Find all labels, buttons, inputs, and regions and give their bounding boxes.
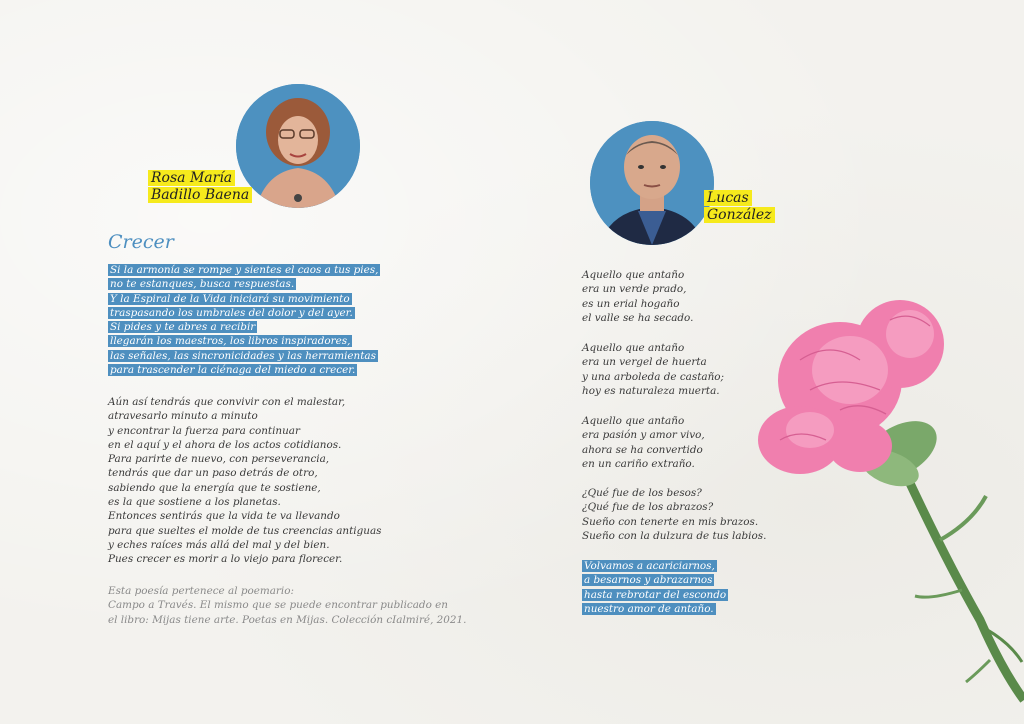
poem-stanza-4: ¿Qué fue de los besos? ¿Qué fue de los abrazos? Sueño con tenerte en mis brazos. Sueño con la dulzura de tus labios. bbox=[582, 487, 767, 542]
source-note: Esta poesía pertenece al poemario: Campo a Través. El mismo que se puede encontrar publicado en el libro: Mijas tiene arte. Poetas en Mijas. Colección cIalmiré, 2021. bbox=[108, 585, 467, 626]
carnation-flower-illustration bbox=[740, 290, 1024, 724]
poem-body: Aún así tendrás que convivir con el malestar, atravesarlo minuto a minuto y encontrar la fuerza para continuar en el aquí y el ahora de los actos cotidianos. Para parirte de nuevo, con perseverancia, tendrás que dar un paso detrás de otro, sabiendo que la energía que te sostiene, es la que sostiene a los planetas. Entonces sentirás que la vida te va llevando para que sueltes el molde de tus creencias antiguas y eches raíces más allá del mal y del bien. Pues crecer es morir a lo viejo para florecer. bbox=[108, 396, 382, 566]
author-name-lucas: Lucas González bbox=[704, 190, 775, 224]
author-photo-lucas bbox=[590, 121, 714, 245]
poem-highlighted-stanza: Si la armonía se rompe y sientes el caos a tus pies, no te estanques, busca respuestas. Y la Espiral de la Vida iniciará su movimiento traspasando los umbrales del dolor y del ayer. Si pides y te abres a recibir llegarán los maestros, los libros inspiradores, las señales, las sincronicidades y las herramientas para trascender la ciénaga del miedo a crecer. bbox=[110, 264, 379, 377]
poem-stanza-1: Aquello que antaño era un verde prado, es un erial hogaño el valle se ha secado. bbox=[582, 269, 694, 324]
author-photo-rosa bbox=[236, 84, 360, 208]
poem-stanza-2: Aquello que antaño era un vergel de huerta y una arboleda de castaño; hoy es naturaleza muerta. bbox=[582, 342, 725, 397]
author-name-rosa: Rosa María Badillo Baena bbox=[148, 170, 252, 204]
poem-highlighted-stanza-5: Volvamos a acariciarnos, a besarnos y abrazarnos hasta rebrotar del escondo nuestro amor de antaño. bbox=[584, 560, 727, 615]
poem-stanza-3: Aquello que antaño era pasión y amor vivo, ahora se ha convertido en un cariño extraño. bbox=[582, 415, 705, 470]
poem-title: Crecer bbox=[108, 231, 174, 253]
